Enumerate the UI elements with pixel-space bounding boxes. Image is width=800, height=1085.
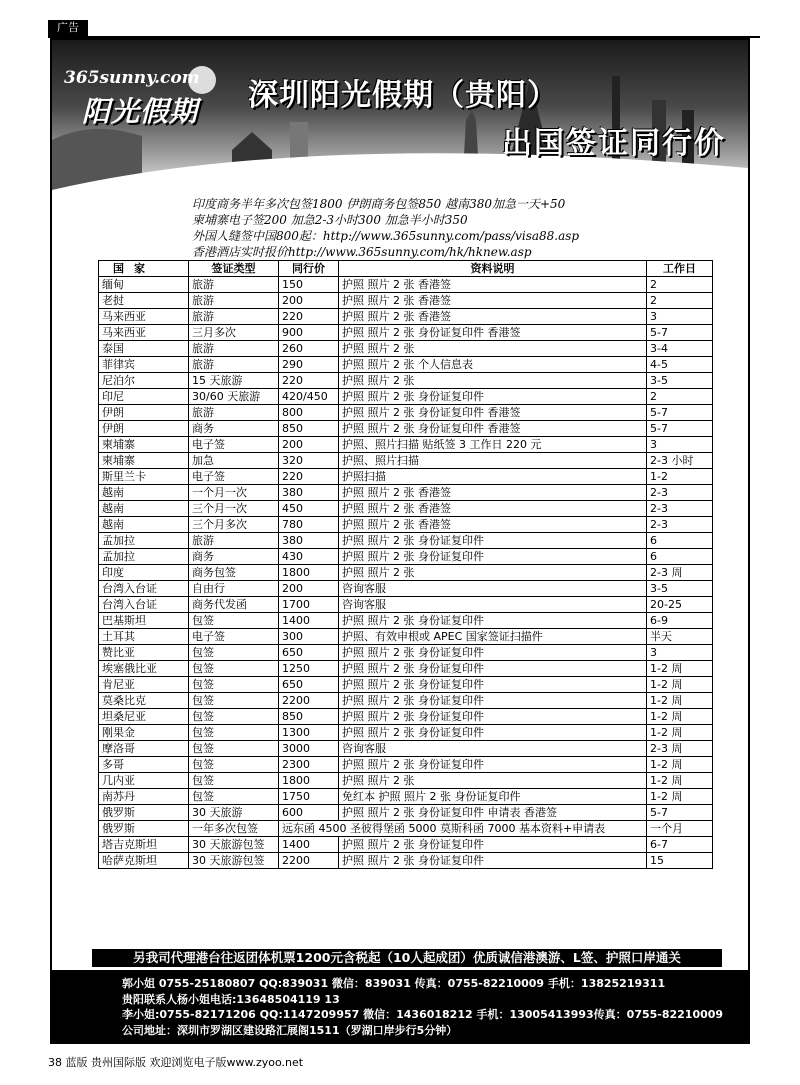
cell-docs: 护照 照片 2 张 香港签 [339,293,647,309]
cell-docs: 护照 照片 2 张 身份证复印件 [339,725,647,741]
cell-visa-type: 商务包签 [189,565,279,581]
cell-docs: 护照、照片扫描 贴纸签 3 工作日 220 元 [339,437,647,453]
cell-workdays: 1-2 周 [647,757,713,773]
cell-workdays: 2-3 周 [647,741,713,757]
cell-price: 220 [279,309,339,325]
cell-visa-type: 三月多次 [189,325,279,341]
cell-docs: 护照 照片 2 张 身份证复印件 申请表 香港签 [339,805,647,821]
table-body [99,277,713,869]
cell-price: 220 [279,469,339,485]
ad-tag: 广告 [48,20,88,36]
cell-docs: 免红本 护照 照片 2 张 身份证复印件 [339,789,647,805]
cell-country: 莫桑比克 [99,693,189,709]
cell-visa-type: 电子签 [189,469,279,485]
cell-country: 哈萨克斯坦 [99,853,189,869]
cell-docs: 护照 照片 2 张 身份证复印件 [339,837,647,853]
cell-docs: 护照 照片 2 张 香港签 [339,501,647,517]
table-row [99,373,713,389]
cell-visa-type: 30/60 天旅游 [189,389,279,405]
cell-workdays: 半天 [647,629,713,645]
cell-visa-type: 旅游 [189,341,279,357]
cell-country: 柬埔寨 [99,437,189,453]
table-row [99,709,713,725]
cell-workdays: 2 [647,389,713,405]
table-row [99,549,713,565]
table-row [99,789,713,805]
cell-docs: 咨询客服 [339,597,647,613]
cell-workdays: 1-2 周 [647,773,713,789]
cell-country: 越南 [99,485,189,501]
cell-docs: 护照、有效申根或 APEC 国家签证扫描件 [339,629,647,645]
cell-country: 马来西亚 [99,309,189,325]
cell-country: 尼泊尔 [99,373,189,389]
cell-visa-type: 包签 [189,645,279,661]
cell-price: 3000 [279,741,339,757]
table-row [99,645,713,661]
cell-docs: 护照 照片 2 张 个人信息表 [339,357,647,373]
cell-price: 150 [279,277,339,293]
table-row [99,629,713,645]
cell-workdays: 一个月 [647,821,713,837]
cell-workdays: 4-5 [647,357,713,373]
table-row [99,277,713,293]
advert-frame [50,38,750,1044]
cell-country: 多哥 [99,757,189,773]
banner-title: 深圳阳光假期（贵阳） [248,78,558,113]
cell-visa-type: 加急 [189,453,279,469]
cell-price: 290 [279,357,339,373]
cell-docs: 护照 照片 2 张 香港签 [339,485,647,501]
cell-workdays: 5-7 [647,421,713,437]
cell-price: 850 [279,709,339,725]
table-row [99,453,713,469]
cell-workdays: 2-3 小时 [647,453,713,469]
cell-visa-type: 包签 [189,773,279,789]
table-row [99,389,713,405]
cell-docs: 护照 照片 2 张 [339,773,647,789]
col-header-price: 同行价 [279,261,339,277]
cell-country: 摩洛哥 [99,741,189,757]
cell-workdays: 5-7 [647,405,713,421]
cell-country: 刚果金 [99,725,189,741]
table-row [99,341,713,357]
cell-country: 台湾入台证 [99,597,189,613]
cell-workdays: 1-2 周 [647,661,713,677]
logo-en: 365sunny.com [64,68,200,88]
cell-visa-type: 30 天旅游 [189,805,279,821]
cell-docs: 护照扫描 [339,469,647,485]
table-row [99,677,713,693]
cell-country: 埃塞俄比亚 [99,661,189,677]
cell-docs: 护照 照片 2 张 香港签 [339,277,647,293]
cell-visa-type: 包签 [189,757,279,773]
table-row [99,293,713,309]
cell-workdays: 3-4 [647,341,713,357]
cell-visa-type: 商务代发函 [189,597,279,613]
cell-country: 塔吉克斯坦 [99,837,189,853]
promo-line: 柬埔寨电子签200 加急2-3小时300 加急半小时350 [192,213,468,227]
table-header-row [99,261,713,277]
cell-workdays: 20-25 [647,597,713,613]
cell-price: 1400 [279,613,339,629]
table-row [99,517,713,533]
table-row [99,837,713,853]
cell-visa-type: 包签 [189,725,279,741]
cell-docs: 护照 照片 2 张 身份证复印件 [339,661,647,677]
banner [52,40,748,190]
cell-docs: 护照 照片 2 张 身份证复印件 [339,549,647,565]
table-row [99,405,713,421]
cell-visa-type: 商务 [189,421,279,437]
cell-price: 850 [279,421,339,437]
cell-price: 1250 [279,661,339,677]
cell-workdays: 3 [647,437,713,453]
table-row [99,485,713,501]
cell-visa-type: 包签 [189,677,279,693]
cell-docs: 护照 照片 2 张 身份证复印件 [339,757,647,773]
table-row [99,821,713,837]
cell-country: 孟加拉 [99,549,189,565]
cell-country: 泰国 [99,341,189,357]
cell-workdays: 2-3 [647,501,713,517]
cell-price: 260 [279,341,339,357]
table-row [99,613,713,629]
contact-line: 公司地址：深圳市罗湖区建设路汇展阁1511（罗湖口岸步行5分钟） [122,1023,458,1037]
table-row [99,773,713,789]
cell-price: 远东函 4500 圣彼得堡函 5000 莫斯科函 7000 基本资料+申请表 [279,821,647,837]
promo-line: 外国人缝签中国800起：http://www.365sunny.com/pass/visa88.asp [192,229,580,243]
cell-workdays: 1-2 周 [647,725,713,741]
cell-visa-type: 旅游 [189,293,279,309]
cell-price: 1700 [279,597,339,613]
cell-price: 2200 [279,693,339,709]
cell-price: 430 [279,549,339,565]
cell-price: 900 [279,325,339,341]
cell-visa-type: 电子签 [189,437,279,453]
col-header-docs: 资料说明 [339,261,647,277]
cell-price: 200 [279,581,339,597]
cell-docs: 护照 照片 2 张 [339,565,647,581]
cell-docs: 护照 照片 2 张 身份证复印件 [339,677,647,693]
cell-docs: 护照 照片 2 张 身份证复印件 [339,693,647,709]
cell-workdays: 3 [647,309,713,325]
cell-docs: 护照 照片 2 张 身份证复印件 [339,853,647,869]
cell-country: 菲律宾 [99,357,189,373]
contact-panel [52,970,748,1042]
cell-price: 1400 [279,837,339,853]
table-row [99,421,713,437]
cell-workdays: 3-5 [647,373,713,389]
cell-visa-type: 30 天旅游包签 [189,853,279,869]
cell-workdays: 5-7 [647,325,713,341]
cell-country: 俄罗斯 [99,821,189,837]
cell-workdays: 2-3 [647,485,713,501]
cell-workdays: 2 [647,277,713,293]
cell-price: 380 [279,485,339,501]
cell-country: 越南 [99,517,189,533]
table-row [99,325,713,341]
cell-visa-type: 电子签 [189,629,279,645]
cell-price: 380 [279,533,339,549]
cell-price: 600 [279,805,339,821]
table-row [99,853,713,869]
cell-workdays: 6 [647,549,713,565]
cell-price: 200 [279,437,339,453]
cell-docs: 护照 照片 2 张 身份证复印件 [339,389,647,405]
promo-line: 香港酒店实时报价http://www.365sunny.com/hk/hknew.asp [192,245,532,259]
table-row [99,693,713,709]
cell-docs: 护照 照片 2 张 身份证复印件 [339,709,647,725]
cell-country: 赞比亚 [99,645,189,661]
logo-cn: 阳光假期 [82,95,199,128]
contact-line: 李小姐:0755-82171206 QQ:1147209957 微信：1436018212 手机：13005413993传真：0755-82210009 [122,1008,724,1021]
cell-price: 780 [279,517,339,533]
cell-country: 越南 [99,501,189,517]
cell-country: 印尼 [99,389,189,405]
promo-line: 印度商务半年多次包签1800 伊朗商务包签850 越南380加急一天+50 [192,197,566,211]
cell-visa-type: 三个月多次 [189,517,279,533]
cell-country: 马来西亚 [99,325,189,341]
cell-workdays: 5-7 [647,805,713,821]
cell-price: 200 [279,293,339,309]
cell-price: 300 [279,629,339,645]
table-row [99,357,713,373]
cell-visa-type: 15 天旅游 [189,373,279,389]
cell-visa-type: 包签 [189,613,279,629]
cell-price: 1750 [279,789,339,805]
table-row [99,309,713,325]
cell-price: 650 [279,677,339,693]
cell-docs: 护照 照片 2 张 身份证复印件 香港签 [339,405,647,421]
banner-subtitle: 出国签证同行价 [502,126,726,161]
cell-docs: 护照 照片 2 张 [339,373,647,389]
cell-visa-type: 包签 [189,709,279,725]
cell-workdays: 6-7 [647,837,713,853]
cell-docs: 护照 照片 2 张 身份证复印件 [339,645,647,661]
cell-visa-type: 包签 [189,661,279,677]
table-row [99,597,713,613]
cell-visa-type: 自由行 [189,581,279,597]
cell-docs: 护照 照片 2 张 [339,341,647,357]
cell-docs: 护照 照片 2 张 香港签 [339,309,647,325]
cell-workdays: 6 [647,533,713,549]
cell-visa-type: 旅游 [189,357,279,373]
cell-country: 老挝 [99,293,189,309]
cell-country: 俄罗斯 [99,805,189,821]
cell-visa-type: 30 天旅游包签 [189,837,279,853]
table-row [99,581,713,597]
cell-workdays: 15 [647,853,713,869]
cell-price: 2200 [279,853,339,869]
cell-price: 1800 [279,565,339,581]
cell-country: 孟加拉 [99,533,189,549]
col-header-country: 国家 [99,261,189,277]
cell-country: 巴基斯坦 [99,613,189,629]
table-row [99,501,713,517]
cell-country: 斯里兰卡 [99,469,189,485]
cell-workdays: 2-3 周 [647,565,713,581]
table-row [99,661,713,677]
cell-visa-type: 一年多次包签 [189,821,279,837]
cell-price: 420/450 [279,389,339,405]
cell-country: 土耳其 [99,629,189,645]
cell-country: 伊朗 [99,405,189,421]
cell-docs: 护照 照片 2 张 香港签 [339,517,647,533]
contact-line: 郭小姐 0755-25180807 QQ:839031 微信：839031 传真：0755-82210009 手机：13825219311 [122,977,666,990]
cell-country: 伊朗 [99,421,189,437]
cell-price: 1800 [279,773,339,789]
cell-visa-type: 旅游 [189,533,279,549]
col-header-workdays: 工作日 [647,261,713,277]
cell-visa-type: 商务 [189,549,279,565]
cell-docs: 咨询客服 [339,581,647,597]
cell-docs: 护照、照片扫描 [339,453,647,469]
table-row [99,741,713,757]
cell-docs: 护照 照片 2 张 身份证复印件 香港签 [339,325,647,341]
cell-visa-type: 旅游 [189,405,279,421]
contact-line: 贵阳联系人杨小姐电话:13648504119 13 [122,992,340,1006]
cell-price: 220 [279,373,339,389]
cell-visa-type: 三个月一次 [189,501,279,517]
cell-workdays: 1-2 [647,469,713,485]
cell-price: 320 [279,453,339,469]
cell-price: 450 [279,501,339,517]
cell-visa-type: 旅游 [189,277,279,293]
cell-workdays: 3 [647,645,713,661]
promo-lines [192,196,732,260]
table-row [99,533,713,549]
cell-price: 1300 [279,725,339,741]
table-row [99,437,713,453]
cell-workdays: 1-2 周 [647,677,713,693]
table-row [99,725,713,741]
cell-country: 南苏丹 [99,789,189,805]
table-row [99,469,713,485]
cell-country: 坦桑尼亚 [99,709,189,725]
cell-price: 800 [279,405,339,421]
table-row [99,757,713,773]
cell-docs: 咨询客服 [339,741,647,757]
cell-docs: 护照 照片 2 张 身份证复印件 [339,613,647,629]
visa-price-table [98,260,713,869]
cell-country: 印度 [99,565,189,581]
cell-docs: 护照 照片 2 张 身份证复印件 香港签 [339,421,647,437]
cell-price: 650 [279,645,339,661]
cell-price: 2300 [279,757,339,773]
cell-visa-type: 包签 [189,693,279,709]
cell-visa-type: 包签 [189,789,279,805]
cell-visa-type: 旅游 [189,309,279,325]
cell-workdays: 2-3 [647,517,713,533]
table-row [99,565,713,581]
cell-country: 台湾入台证 [99,581,189,597]
cell-workdays: 1-2 周 [647,709,713,725]
col-header-visa-type: 签证类型 [189,261,279,277]
notice-bar: 另我司代理港台往返团体机票1200元含税起（10人起成团）优质诚信港澳游、L签、护照口岸通关 [92,949,722,967]
cell-country: 肯尼亚 [99,677,189,693]
cell-workdays: 2 [647,293,713,309]
cell-country: 几内亚 [99,773,189,789]
cell-workdays: 1-2 周 [647,693,713,709]
cell-country: 柬埔寨 [99,453,189,469]
cell-workdays: 1-2 周 [647,789,713,805]
cell-workdays: 6-9 [647,613,713,629]
cell-country: 缅甸 [99,277,189,293]
table-row [99,805,713,821]
cell-visa-type: 一个月一次 [189,485,279,501]
cell-visa-type: 包签 [189,741,279,757]
cell-docs: 护照 照片 2 张 身份证复印件 [339,533,647,549]
page-footer: 38 蓝版 贵州国际版 欢迎浏览电子版www.zyoo.net [48,1056,304,1069]
cell-workdays: 3-5 [647,581,713,597]
